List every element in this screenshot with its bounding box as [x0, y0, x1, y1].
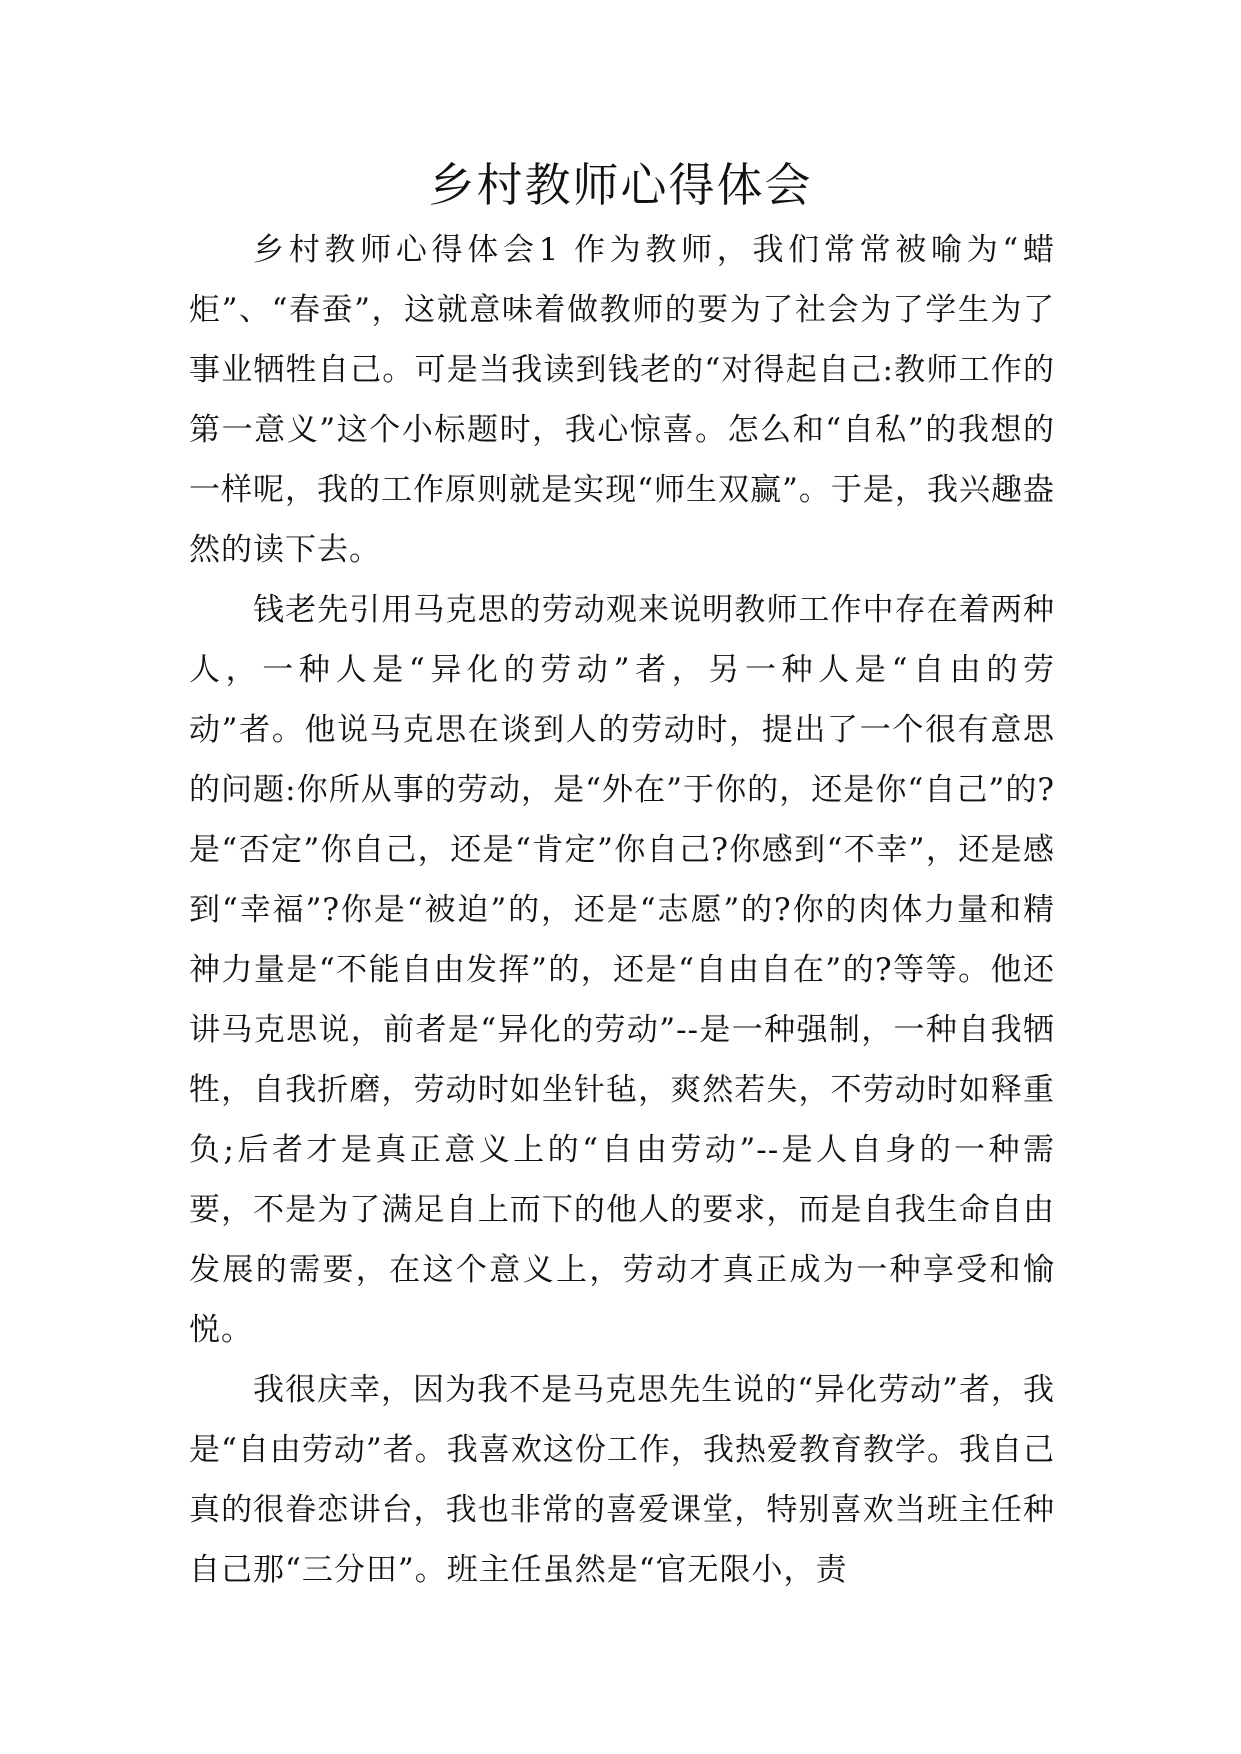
paragraph-3: 我很庆幸，因为我不是马克思先生说的“异化劳动”者，我是“自由劳动”者。我喜欢这份工作，我热爱教育教学。我自己真的很眷恋讲台，我也非常的喜爱课堂，特别喜欢当班主任种自己那“三分田”。班主任虽然是“官无限小，责 [189, 1372, 1055, 1588]
paragraph-2: 钱老先引用马克思的劳动观来说明教师工作中存在着两种人，一种人是“异化的劳动”者，另一种人是“自由的劳动”者。他说马克思在谈到人的劳动时，提出了一个很有意思的问题:你所从事的劳动，是“外在”于你的，还是你“自己”的?是“否定”你自己，还是“肯定”你自己?你感到“不幸”，还是感到“幸福”?你是“被迫”的，还是“志愿”的?你的肉体力量和精神力量是“不能自由发挥”的，还是“自由自在”的?等等。他还讲马克思说，前者是“异化的劳动”--是一种强制，一种自我牺牲，自我折磨，劳动时如坐针毡，爽然若失，不劳动时如释重负;后者才是真正意义上的“自由劳动”--是人自身的一种需要，不是为了满足自上而下的他人的要求，而是自我生命自由发展的需要，在这个意义上，劳动才真正成为一种享受和愉悦。 [189, 592, 1055, 1348]
document-title: 乡村教师心得体会 [428, 158, 813, 212]
paragraph-1: 乡村教师心得体会1 作为教师，我们常常被喻为“蜡炬”、“春蚕”，这就意味着做教师的要为了社会为了学生为了事业牺牲自己。可是当我读到钱老的“对得起自己:教师工作的第一意义”这个小标题时，我心惊喜。怎么和“自私”的我想的一样呢，我的工作原则就是实现“师生双赢”。于是，我兴趣盎然的读下去。 [189, 232, 1055, 568]
document-body [189, 220, 1055, 1600]
